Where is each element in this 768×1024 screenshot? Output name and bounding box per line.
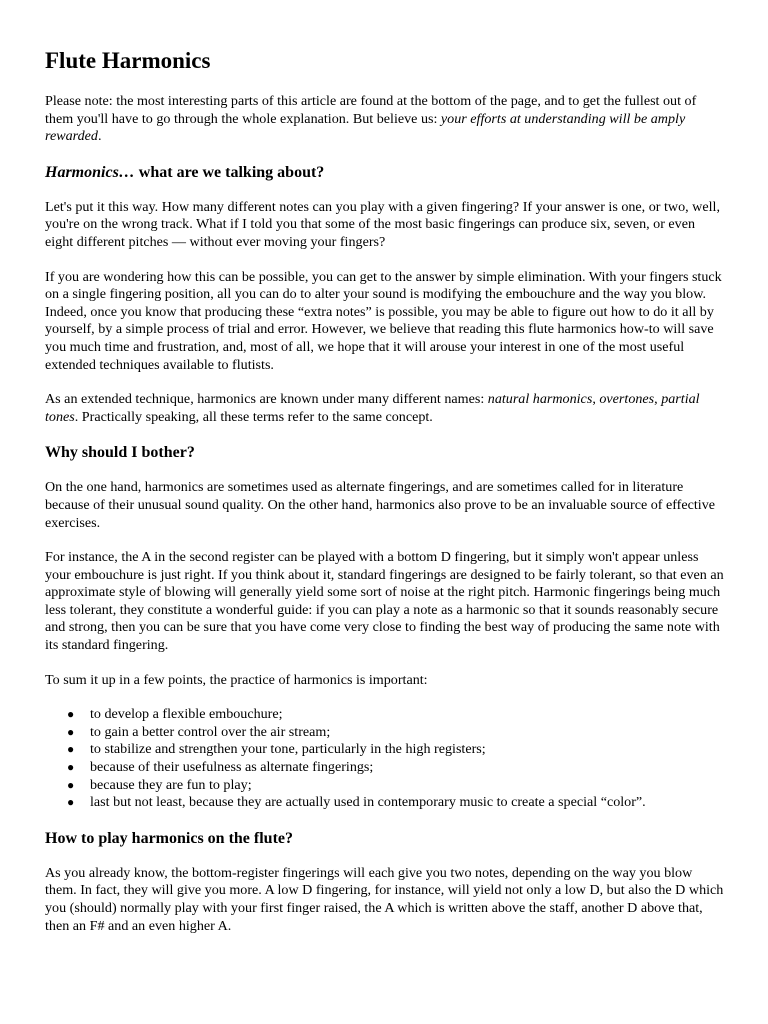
text: . Practically speaking, all these terms refer to the same concept. — [74, 408, 433, 425]
section-heading-why-bother: Why should I bother? — [45, 444, 195, 462]
paragraph: Let's put it this way. How many different notes can you play with a given fingering? If your answer is one, or two, well, you're on the wrong track. What if I told you that some of the most basic fingerings can produce six, seven, or even eight different pitches — without ever moving your fingers? — [45, 198, 720, 250]
bullet-icon: ● — [67, 742, 75, 757]
list-item-text: to develop a flexible embouchure; — [90, 706, 283, 723]
paragraph: As you already know, the bottom-register fingerings will each give you two notes, depending on the way you blow them. In fact, they will give you more. A low D fingering, for instance, will yield not only a low D, but also the D which you (should) normally play with your first finger raised, the A which is written above the staff, another D above that, then an F# and an even higher A. — [45, 864, 724, 934]
list-item — [45, 724, 725, 742]
intro-end: . — [97, 128, 102, 145]
section-heading-how-to-play: How to play harmonics on the flute? — [45, 829, 293, 847]
bullet-icon: ● — [67, 760, 75, 775]
reasons-list — [45, 706, 725, 812]
intro-italic: your efforts at understanding will be amply rewarded — [45, 110, 686, 145]
bullet-icon: ● — [67, 707, 75, 722]
term-italic: natural harmonics — [487, 391, 593, 408]
paragraph: To sum it up in a few points, the practice of harmonics is important: — [45, 671, 428, 688]
list-item-text: to stabilize and strengthen your tone, particularly in the high registers; — [90, 741, 486, 758]
heading-rest: what are we talking about? — [134, 163, 325, 181]
term-italic: overtones — [599, 391, 655, 408]
list-item-text: because of their usefulness as alternate fingerings; — [90, 759, 374, 776]
term-italic: partial tones — [45, 391, 700, 425]
heading-italic: Harmonics… — [45, 163, 135, 181]
article-body — [45, 46, 725, 952]
list-item-text: to gain a better control over the air stream; — [90, 723, 331, 740]
list-item — [45, 741, 725, 759]
bullet-icon: ● — [67, 795, 75, 810]
bullet-icon: ● — [67, 724, 75, 739]
list-item-text: because they are fun to play; — [90, 776, 252, 793]
page-title: Flute Harmonics — [45, 48, 211, 73]
intro-paragraph — [45, 93, 725, 146]
list-item — [45, 794, 725, 812]
list-item — [45, 777, 725, 795]
text: , — [592, 391, 600, 408]
paragraph-terms — [45, 391, 725, 426]
paragraph: If you are wondering how this can be possible, you can get to the answer by simple elimination. With your fingers stuck on a single fingering position, all you can do to alter your sound is modifying the embouchure and the way you blow. Indeed, once you know that producing these “extra notes” is possible, you may be able to figure out how to do it all by yourself, by a simple process of trial and error. However, we believe that reading this flute harmonics how-to will save you much time and frustration, and, most of all, we hope that it will arouse your interest in one of the most useful extended techniques available to flutists. — [45, 268, 722, 373]
list-item — [45, 706, 725, 724]
list-item — [45, 759, 725, 777]
section-heading-harmonics — [45, 163, 725, 183]
paragraph: On the one hand, harmonics are sometimes used as alternate fingerings, and are sometimes called for in literature because of their unusual sound quality. On the other hand, harmonics also prove to be an invaluable source of effective exercises. — [45, 479, 716, 531]
intro-text: Please note: the most interesting parts of this article are found at the bottom of the page, and to get the fullest out of them you'll have to go through the whole explanation. But believe us: — [45, 93, 697, 127]
list-item-text: last but not least, because they are actually used in contemporary music to create a special “color”. — [90, 794, 646, 811]
text: , — [654, 391, 662, 408]
bullet-icon: ● — [67, 777, 75, 792]
text: As an extended technique, harmonics are known under many different names: — [45, 391, 488, 408]
paragraph: For instance, the A in the second register can be played with a bottom D fingering, but it simply won't appear unless your embouchure is just right. If you think about it, standard fingerings are designed to be fairly tolerant, so that even an approximate style of blowing will generally yield some sort of noise at the right pitch. Harmonic fingerings being much less tolerant, they constitute a wonderful guide: if you can play a note as a harmonic so that it sounds reasonably secure and strong, then you can be sure that you have come very close to finding the best way of producing the same note with its standard fingering. — [45, 549, 724, 654]
